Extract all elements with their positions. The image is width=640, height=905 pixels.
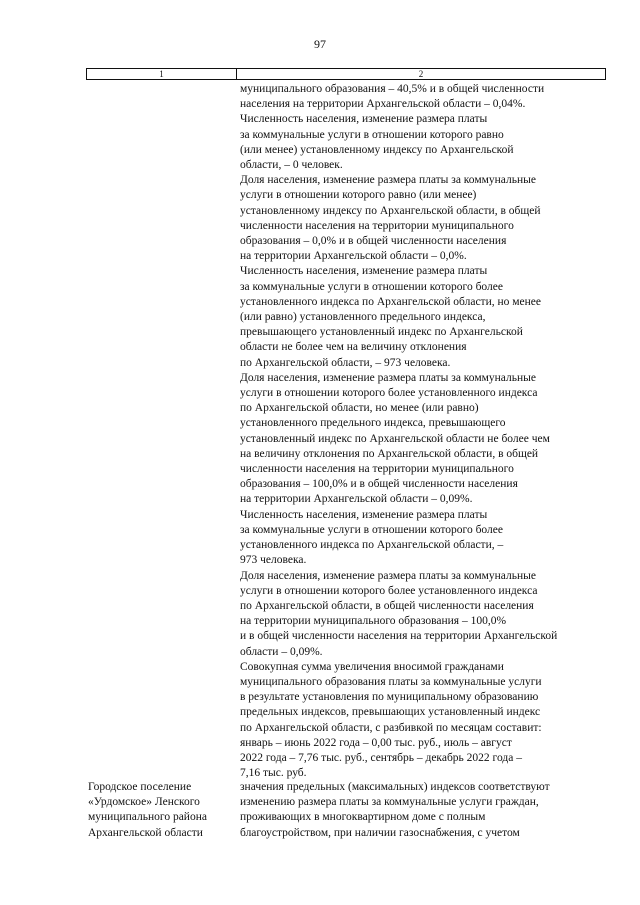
row1-description [240, 82, 557, 781]
text-line: установленного индекса по Архангельской области, но менее [240, 295, 541, 308]
text-line: предельных индексов, превышающих установленный индекс [240, 706, 541, 719]
municipality-line: Городское поселение [88, 781, 192, 793]
text-line: Численность населения, изменение размера платы [240, 113, 488, 126]
text-line: проживающих в многоквартирном доме с полным [240, 811, 486, 824]
text-line: Доля населения, изменение размера платы за коммунальные [240, 371, 536, 384]
text-line: области, – 0 человек. [240, 159, 343, 172]
text-line: 973 человека. [240, 554, 307, 567]
text-line: значения предельных (максимальных) индексов соответствуют [240, 781, 550, 793]
text-line: области – 0,09%. [240, 645, 323, 658]
text-line: Численность населения, изменение размера платы [240, 265, 488, 278]
column-2-number: 2 [418, 69, 424, 79]
text-line: и в общей численности населения на территории Архангельской [240, 630, 558, 643]
text-line: январь – июнь 2022 года – 0,00 тыс. руб., июль – август [240, 736, 512, 749]
text-line: образования – 0,0% и в общей численности населения [240, 235, 507, 248]
text-line: за коммунальные услуги в отношении которого более [240, 523, 503, 536]
row2-description [240, 780, 550, 841]
text-line: Совокупная сумма увеличения вносимой гражданами [240, 660, 504, 673]
text-line: Численность населения, изменение размера платы [240, 508, 488, 521]
row2-municipality-name [88, 780, 207, 841]
text-line: 2022 года – 7,76 тыс. руб., сентябрь – декабрь 2022 года – [240, 751, 522, 764]
text-line: по Архангельской области, с разбивкой по месяцам составит: [240, 721, 542, 734]
text-line: превышающего установленный индекс по Архангельской [240, 326, 523, 339]
text-line: населения на территории Архангельской области – 0,04%. [240, 98, 526, 111]
table-column-header [86, 68, 606, 80]
text-line: на территории Архангельской области – 0,09%. [240, 493, 473, 506]
text-line: установленный индекс по Архангельской области не более чем [240, 432, 550, 445]
text-line: на территории Архангельской области – 0,0%. [240, 250, 467, 263]
text-line: за коммунальные услуги в отношении которого более [240, 280, 503, 293]
text-line: установленного предельного индекса, превышающего [240, 417, 506, 430]
text-line: Доля населения, изменение размера платы за коммунальные [240, 174, 536, 187]
text-line: услуги в отношении которого более установленного индекса [240, 584, 538, 597]
text-line: на территории муниципального образования – 100,0% [240, 615, 507, 628]
text-line: численности населения на территории муниципального [240, 219, 514, 232]
text-line: изменению размера платы за коммунальные услуги граждан, [240, 796, 539, 809]
text-line: в результате установления по муниципальному образованию [240, 691, 539, 704]
text-line: на величину отклонения по Архангельской области, в общей [240, 447, 539, 460]
column-1-number: 1 [159, 69, 164, 79]
text-line: (или менее) установленному индексу по Архангельской [240, 143, 514, 156]
text-line: (или равно) установленного предельного индекса, [240, 311, 486, 324]
text-line: образования – 100,0% и в общей численности населения [240, 478, 518, 491]
page-number: 97 [314, 37, 326, 51]
text-line: услуги в отношении которого более установленного индекса [240, 387, 538, 400]
municipality-line: Архангельской области [88, 826, 203, 839]
text-line: по Архангельской области, – 973 человека. [240, 356, 451, 369]
text-line: численности населения на территории муниципального [240, 463, 514, 476]
text-line: муниципального образования – 40,5% и в общей численности [240, 83, 545, 95]
text-line: услуги в отношении которого равно (или менее) [240, 189, 477, 202]
text-line: Доля населения, изменение размера платы за коммунальные [240, 569, 536, 582]
text-line: 7,16 тыс. руб. [240, 767, 307, 780]
text-line: за коммунальные услуги в отношении которого равно [240, 128, 504, 141]
text-line: области не более чем на величину отклонения [240, 341, 467, 354]
municipality-line: «Урдомское» Ленского [88, 796, 200, 809]
text-line: благоустройством, при наличии газоснабжения, с учетом [240, 826, 520, 839]
text-line: установленному индексу по Архангельской области, в общей [240, 204, 541, 217]
text-line: по Архангельской области, в общей численности населения [240, 599, 534, 612]
text-line: муниципального образования платы за коммунальные услуги [240, 675, 542, 688]
municipality-line: муниципального района [88, 811, 207, 824]
text-line: по Архангельской области, но менее (или равно) [240, 402, 479, 415]
text-line: установленного индекса по Архангельской области, – [240, 539, 504, 552]
